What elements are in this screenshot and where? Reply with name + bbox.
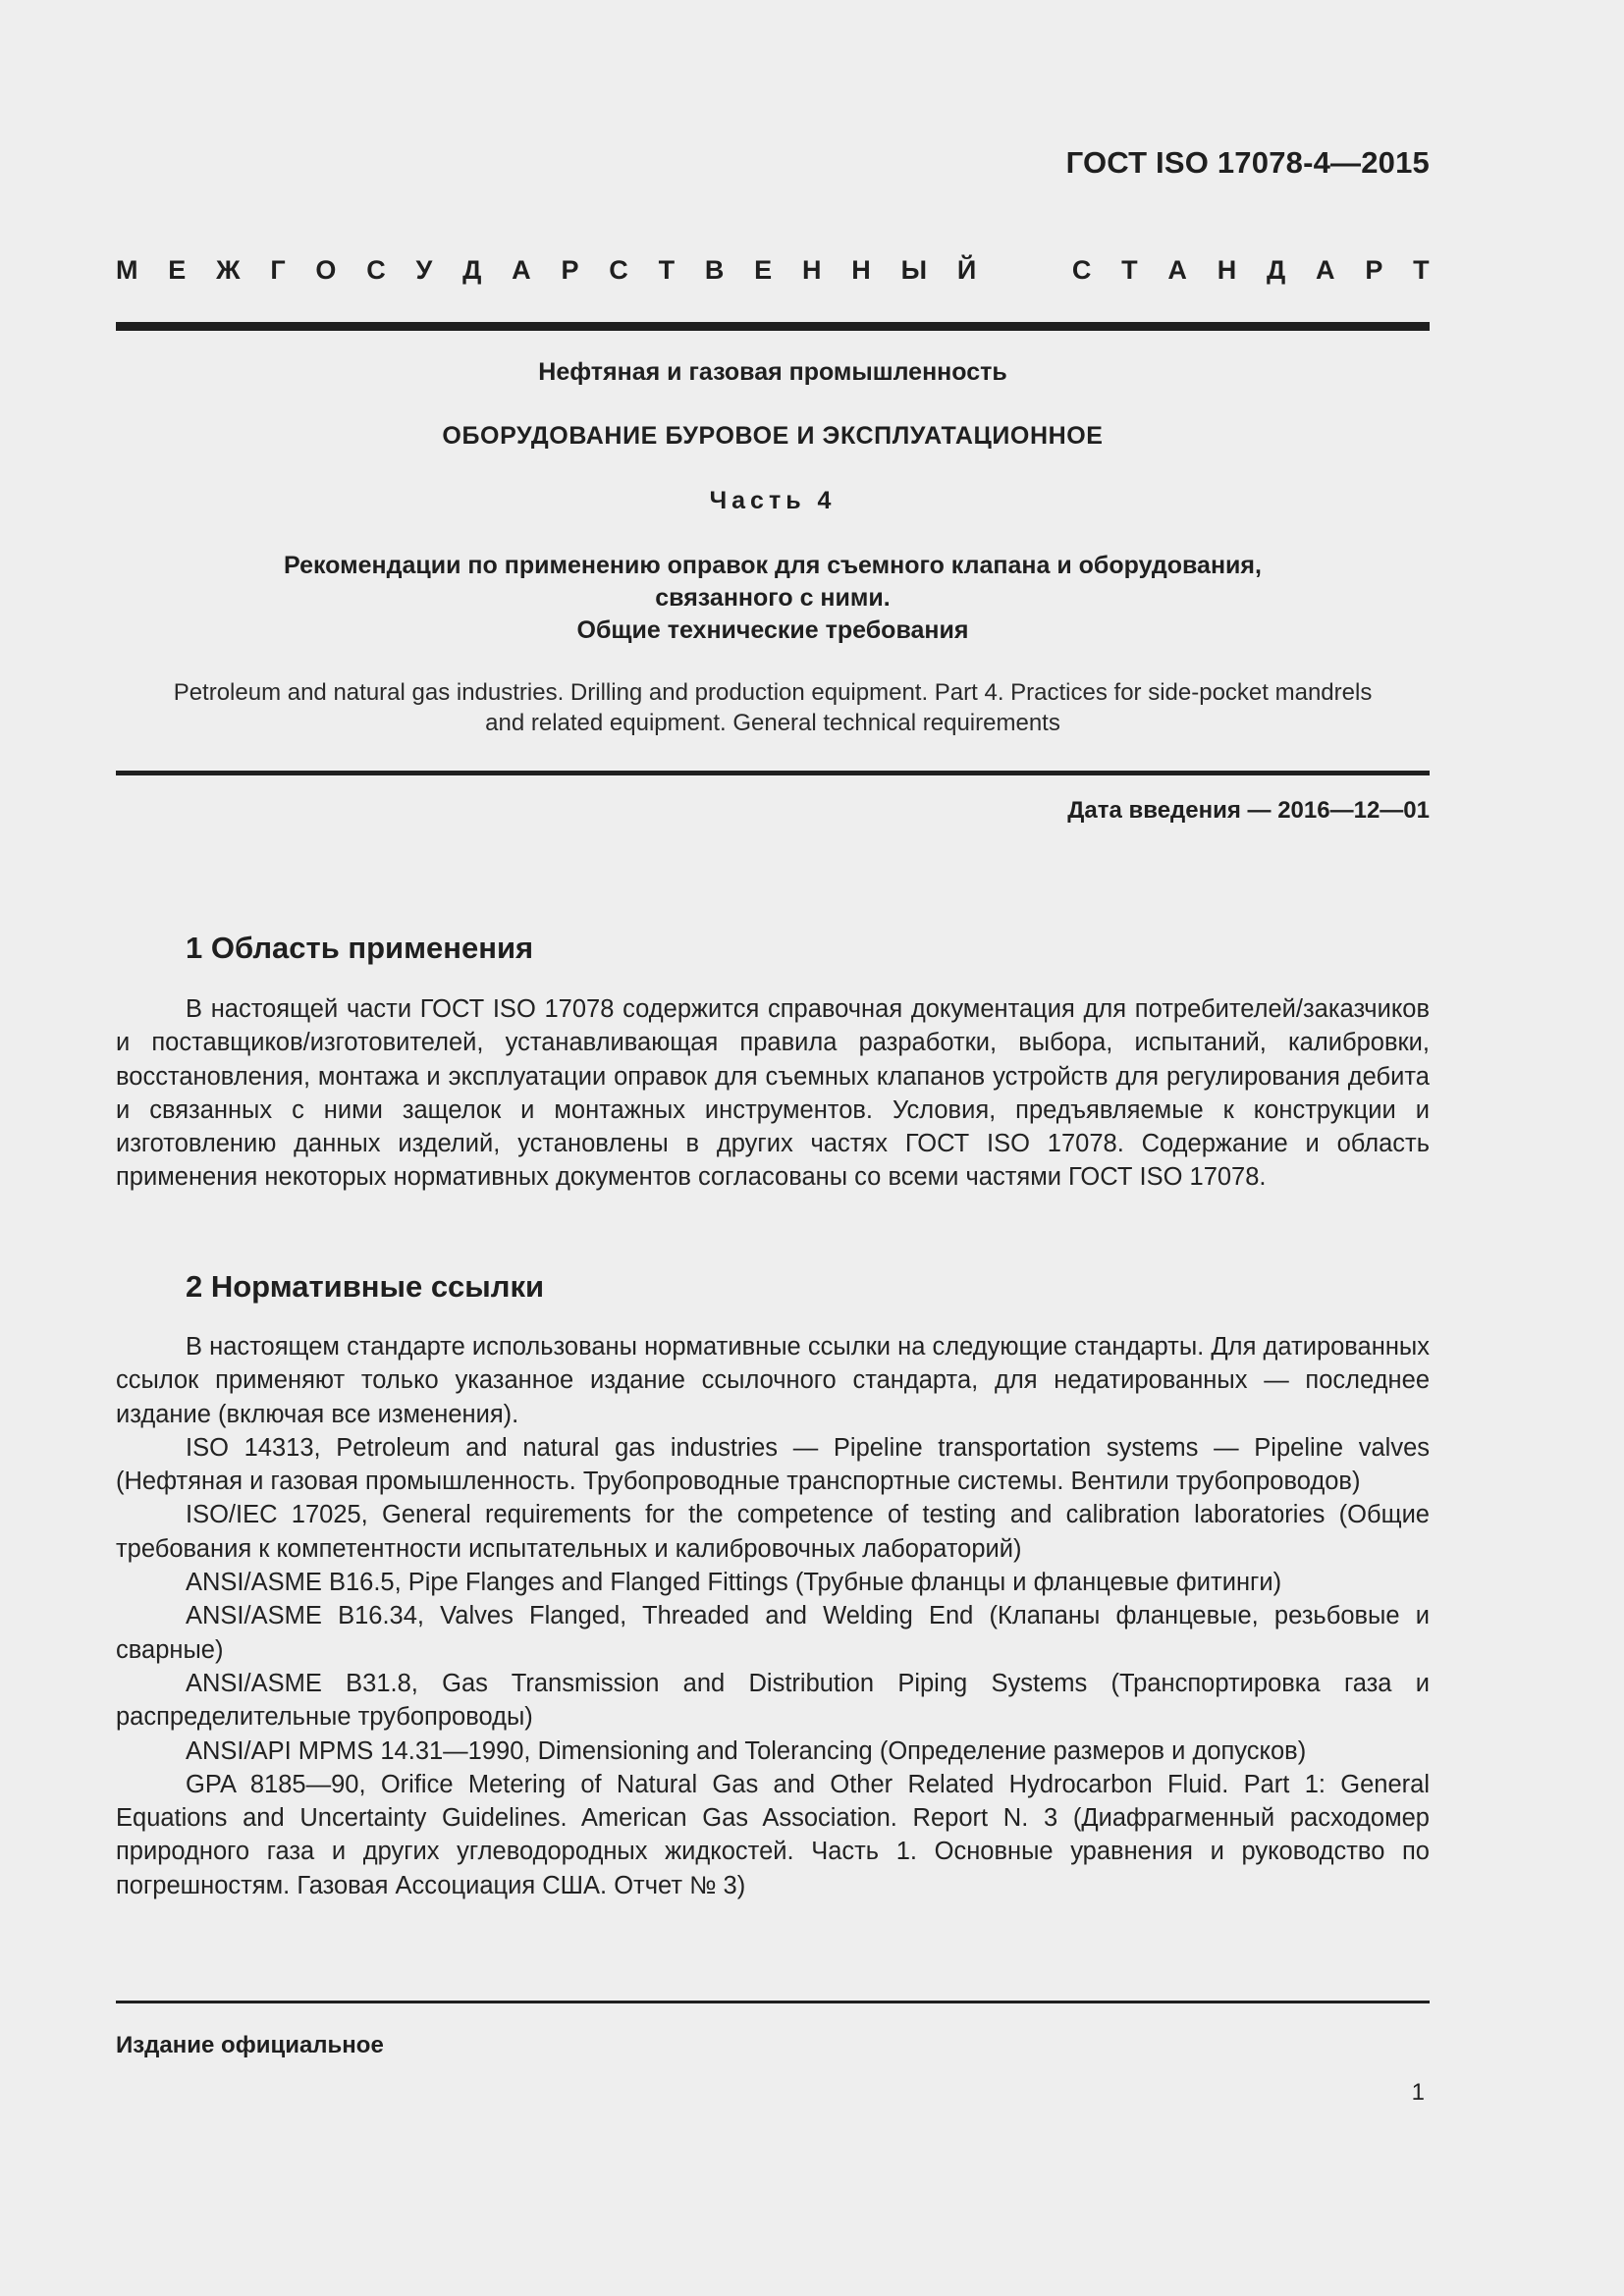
part-title: Часть 4 [709, 487, 837, 514]
heading-letter: М [116, 255, 138, 285]
heading-letter: Д [462, 255, 482, 285]
heading-letter: Р [561, 255, 579, 285]
heading-letter: В [704, 255, 725, 285]
heading-letter: Й [956, 255, 977, 285]
industry-title: Нефтяная и газовая промышленность [538, 358, 1007, 386]
reference-entry: ANSI/API MPMS 14.31—1990, Dimensioning and Tolerancing (Определение размеров и допусков) [186, 1736, 1307, 1765]
heading-letter: Д [1267, 255, 1286, 285]
equipment-title: ОБОРУДОВАНИЕ БУРОВОЕ И ЭКСПЛУАТАЦИОННОЕ [442, 422, 1104, 450]
official-edition-label: Издание официальное [116, 2032, 384, 2058]
english-title [116, 677, 1430, 738]
heading-letter: О [315, 255, 337, 285]
header-divider [116, 322, 1430, 331]
english-title-line: Petroleum and natural gas industries. Drilling and production equipment. Part 4. Practices for side-pocket mandrels [173, 679, 1373, 706]
reference-entry: ANSI/ASME B16.5, Pipe Flanges and Flanged Fittings (Трубные фланцы и фланцевые фитинги) [186, 1569, 1282, 1597]
reference-entry: ISO 14313, Petroleum and natural gas industries — Pipeline transportation systems — Pipeline valves (Нефтяная и газовая промышленность. Трубопроводные транспортные системы. Вентили трубопроводов) [116, 1433, 1430, 1496]
heading-letter: Р [1365, 255, 1383, 285]
heading-letter: Е [754, 255, 773, 285]
heading-letter: Е [168, 255, 187, 285]
heading-letter: А [1316, 255, 1335, 285]
subtitle-line: Рекомендации по применению оправок для съемного клапана и оборудования, [284, 552, 1262, 579]
subtitle-line: связанного с ними. [655, 584, 891, 612]
heading-letter: С [609, 255, 628, 285]
heading-letter: А [1167, 255, 1187, 285]
reference-entry: ANSI/ASME B31.8, Gas Transmission and Distribution Piping Systems (Транспортировка газа и распределительные трубопроводы) [116, 1669, 1430, 1732]
heading-letter: Ы [900, 255, 928, 285]
russian-subtitle [116, 550, 1430, 647]
reference-entry: ISO/IEC 17025, General requirements for the competence of testing and calibration laboratories (Общие требования к компетентности испытательных и калибровочных лабораторий) [116, 1501, 1430, 1563]
title-divider [116, 771, 1430, 775]
heading-letter: Н [1217, 255, 1237, 285]
heading-letter: С [1071, 255, 1092, 285]
heading-letter: Т [1121, 255, 1138, 285]
english-title-line: and related equipment. General technical requirements [485, 710, 1060, 736]
heading-letter: Н [801, 255, 822, 285]
heading-letter: С [366, 255, 386, 285]
section-2-text [116, 1330, 1430, 1902]
interstate-standard-heading [116, 255, 1430, 291]
section-1-heading: 1 Область применения [186, 931, 534, 965]
reference-entry: GPA 8185—90, Orifice Metering of Natural Gas and Other Related Hydrocarbon Fluid. Part 1: General Equations and Uncertainty Guidelines. American Gas Association. Report N. 3 (Диафрагменный расходомер природного газа и других углеводородных жидкостей. Часть 1. Основные уравнения и руководство по погрешностям. Газовая Ассоциация США. Отчет № 3) [116, 1770, 1430, 1899]
section-1-text [116, 992, 1430, 1195]
subtitle-line: Общие технические требования [576, 616, 969, 644]
heading-letter: Ж [216, 255, 241, 285]
heading-letter: Н [851, 255, 871, 285]
paragraph: В настоящей части ГОСТ ISO 17078 содержится справочная документация для потребителей/заказчиков и поставщиков/изготовителей, устанавливающая правила разработки, выбора, испытаний, калибровки, восстановления, монтажа и эксплуатации оправок для съемных клапанов устройств для регулирования дебита и связанных с ними защелок и монтажных инструментов. Условия, предъявляемые к конструкции и изготовлению данных изделий, установлены в других частях ГОСТ ISO 17078. Содержание и область применения некоторых нормативных документов согласованы со всеми частями ГОСТ ISO 17078. [116, 995, 1430, 1192]
reference-entry: ANSI/ASME B16.34, Valves Flanged, Threaded and Welding End (Клапаны фланцевые, резьбовые и сварные) [116, 1602, 1430, 1664]
paragraph: В настоящем стандарте использованы нормативные ссылки на следующие стандарты. Для датированных ссылок применяют только указанное издание ссылочного стандарта, для недатированных — последнее издание (включая все изменения). [116, 1333, 1430, 1428]
section-2-heading: 2 Нормативные ссылки [186, 1269, 545, 1304]
heading-letter: У [415, 255, 433, 285]
heading-letter: Г [270, 255, 286, 285]
introduction-date: Дата введения — 2016—12—01 [1067, 797, 1430, 824]
heading-letter: Т [658, 255, 676, 285]
word-gap [1006, 255, 1042, 291]
heading-letter: А [512, 255, 531, 285]
document-code: ГОСТ ISO 17078-4—2015 [1065, 145, 1430, 180]
page-number: 1 [1411, 2079, 1425, 2106]
heading-letter: Т [1413, 255, 1430, 285]
footer-divider [116, 2001, 1430, 2003]
